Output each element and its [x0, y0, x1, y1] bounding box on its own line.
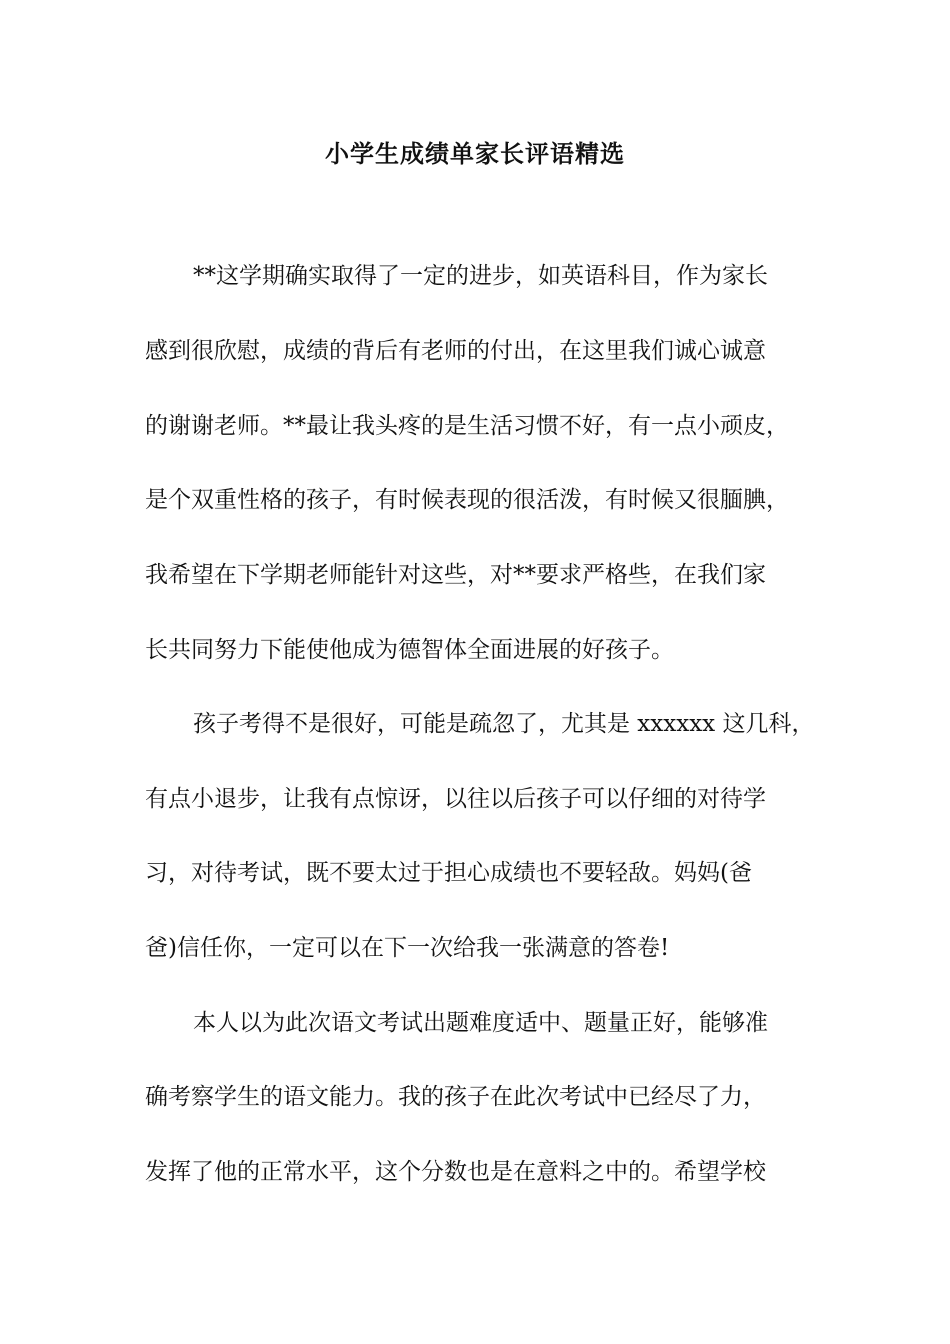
- paragraph-1-line-4: 是个双重性格的孩子，有时候表现的很活泼，有时候又很腼腆，: [145, 487, 789, 513]
- paragraph-1-line-1: **这学期确实取得了一定的进步，如英语科目，作为家长: [193, 263, 768, 289]
- document-title: 小学生成绩单家长评语精选: [325, 139, 625, 168]
- paragraph-1-line-5: 我希望在下学期老师能针对这些，对**要求严格些，在我们家: [145, 562, 766, 588]
- paragraph-1-line-3: 的谢谢老师。**最让我头疼的是生活习惯不好，有一点小顽皮，: [145, 413, 789, 439]
- paragraph-1-line-6: 长共同努力下能使他成为德智体全面进展的好孩子。: [145, 637, 674, 663]
- paragraph-2-line-4: 爸)信任你，一定可以在下一次给我一张满意的答卷!: [145, 935, 670, 961]
- paragraph-1-line-2: 感到很欣慰，成绩的背后有老师的付出，在这里我们诚心诚意: [145, 338, 766, 364]
- paragraph-3-line-3: 发挥了他的正常水平，这个分数也是在意料之中的。希望学校: [145, 1159, 766, 1185]
- paragraph-2-line-1: 孩子考得不是很好，可能是疏忽了，尤其是 xxxxxx 这几科，: [193, 711, 815, 737]
- paragraph-3-line-1: 本人以为此次语文考试出题难度适中、题量正好，能够准: [193, 1010, 768, 1036]
- paragraph-2-line-3: 习，对待考试，既不要太过于担心成绩也不要轻敌。妈妈(爸: [145, 860, 752, 886]
- paragraph-3-line-2: 确考察学生的语文能力。我的孩子在此次考试中已经尽了力，: [145, 1084, 766, 1110]
- paragraph-2-line-2: 有点小退步，让我有点惊讶，以往以后孩子可以仔细的对待学: [145, 786, 766, 812]
